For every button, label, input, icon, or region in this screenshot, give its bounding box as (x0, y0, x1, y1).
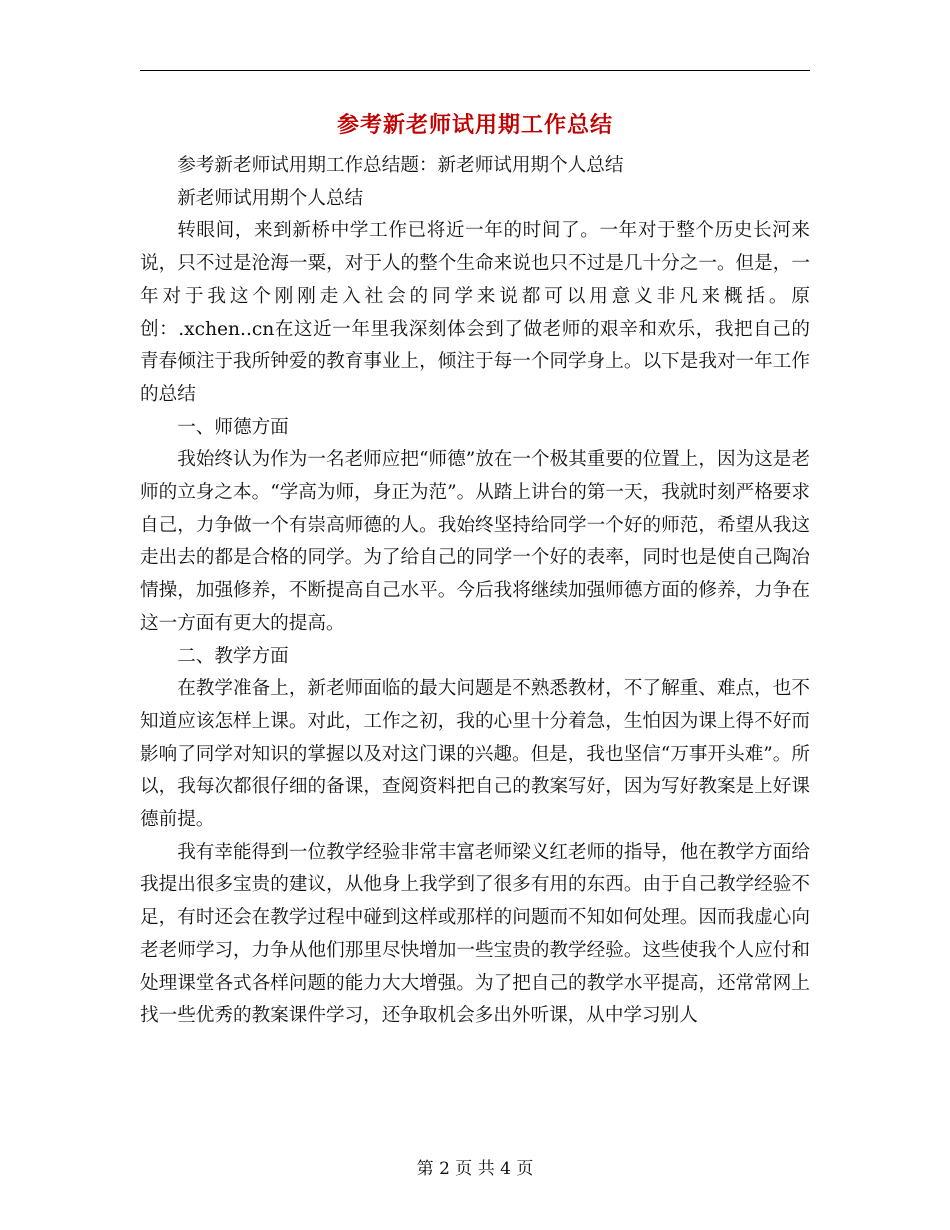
body-paragraph-intro: 转眼间，来到新桥中学工作已将近一年的时间了。一年对于整个历史长河来说，只不过是沧海一粟，对于人的整个生命来说也只不过是几十分之一。但是，一年对于我这个刚刚走入社会的同学来说都可以用意义非凡来概括。原创：.xchen..cn在这近一年里我深刻体会到了做老师的艰辛和欢乐，我把自己的青春倾注于我所钟爱的教育事业上，倾注于每一个同学身上。以下是我对一年工作的总结 (140, 220, 810, 405)
body-paragraph-mentor: 我有幸能得到一位教学经验非常丰富老师梁义红老师的指导，他在教学方面给我提出很多宝贵的建议，从他身上我学到了很多有用的东西。由于自己教学经验不足，有时还会在教学过程中碰到这样或那样的问题而不知如何处理。因而我虚心向老老师学习，力争从他们那里尽快增加一些宝贵的教学经验。这些使我个人应付和处理课堂各式各样问题的能力大大增强。为了把自己的教学水平提高，还常常网上找一些优秀的教案课件学习，还争取机会多出外听课，从中学习别人 (140, 841, 810, 1027)
section-heading-teaching: 二、教学方面 (177, 645, 289, 667)
subtitle-line: 参考新老师试用期工作总结题：新老师试用期个人总结 (177, 155, 624, 176)
body-paragraph-ethics: 我始终认为作为一名老师应把“师德”放在一个极其重要的位置上，因为这是老师的立身之本。“学高为师，身正为范”。从踏上讲台的第一天，我就时刻严格要求自己，力争做一个有崇高师德的人。我始终坚持给同学一个好的师范，希望从我这走出去的都是合格的同学。为了给自己的同学一个好的表率，同时也是使自己陶冶情操，加强修养，不断提高自己水平。今后我将继续加强师德方面的修养，力争在这一方面有更大的提高。 (140, 449, 810, 634)
page-number-footer: 第 2 页 共 4 页 (416, 1159, 534, 1179)
document-title: 参考新老师试用期工作总结 (336, 112, 613, 138)
document-body (140, 150, 810, 1033)
body-paragraph-teaching-prep: 在教学准备上，新老师面临的最大问题是不熟悉教材，不了解重、难点，也不知道应该怎样上课。对此，工作之初，我的心里十分着急，生怕因为课上得不好而影响了同学对知识的掌握以及对这门课的兴趣。但是，我也坚信“万事开头难”。所以，我每次都很仔细的备课，查阅资料把自己的教案写好，因为写好教案是上好课德前提。 (140, 678, 810, 831)
section-heading-ethics: 一、师德方面 (177, 416, 289, 438)
header-rule (140, 70, 810, 71)
section-heading-summary: 新老师试用期个人总结 (177, 187, 364, 209)
